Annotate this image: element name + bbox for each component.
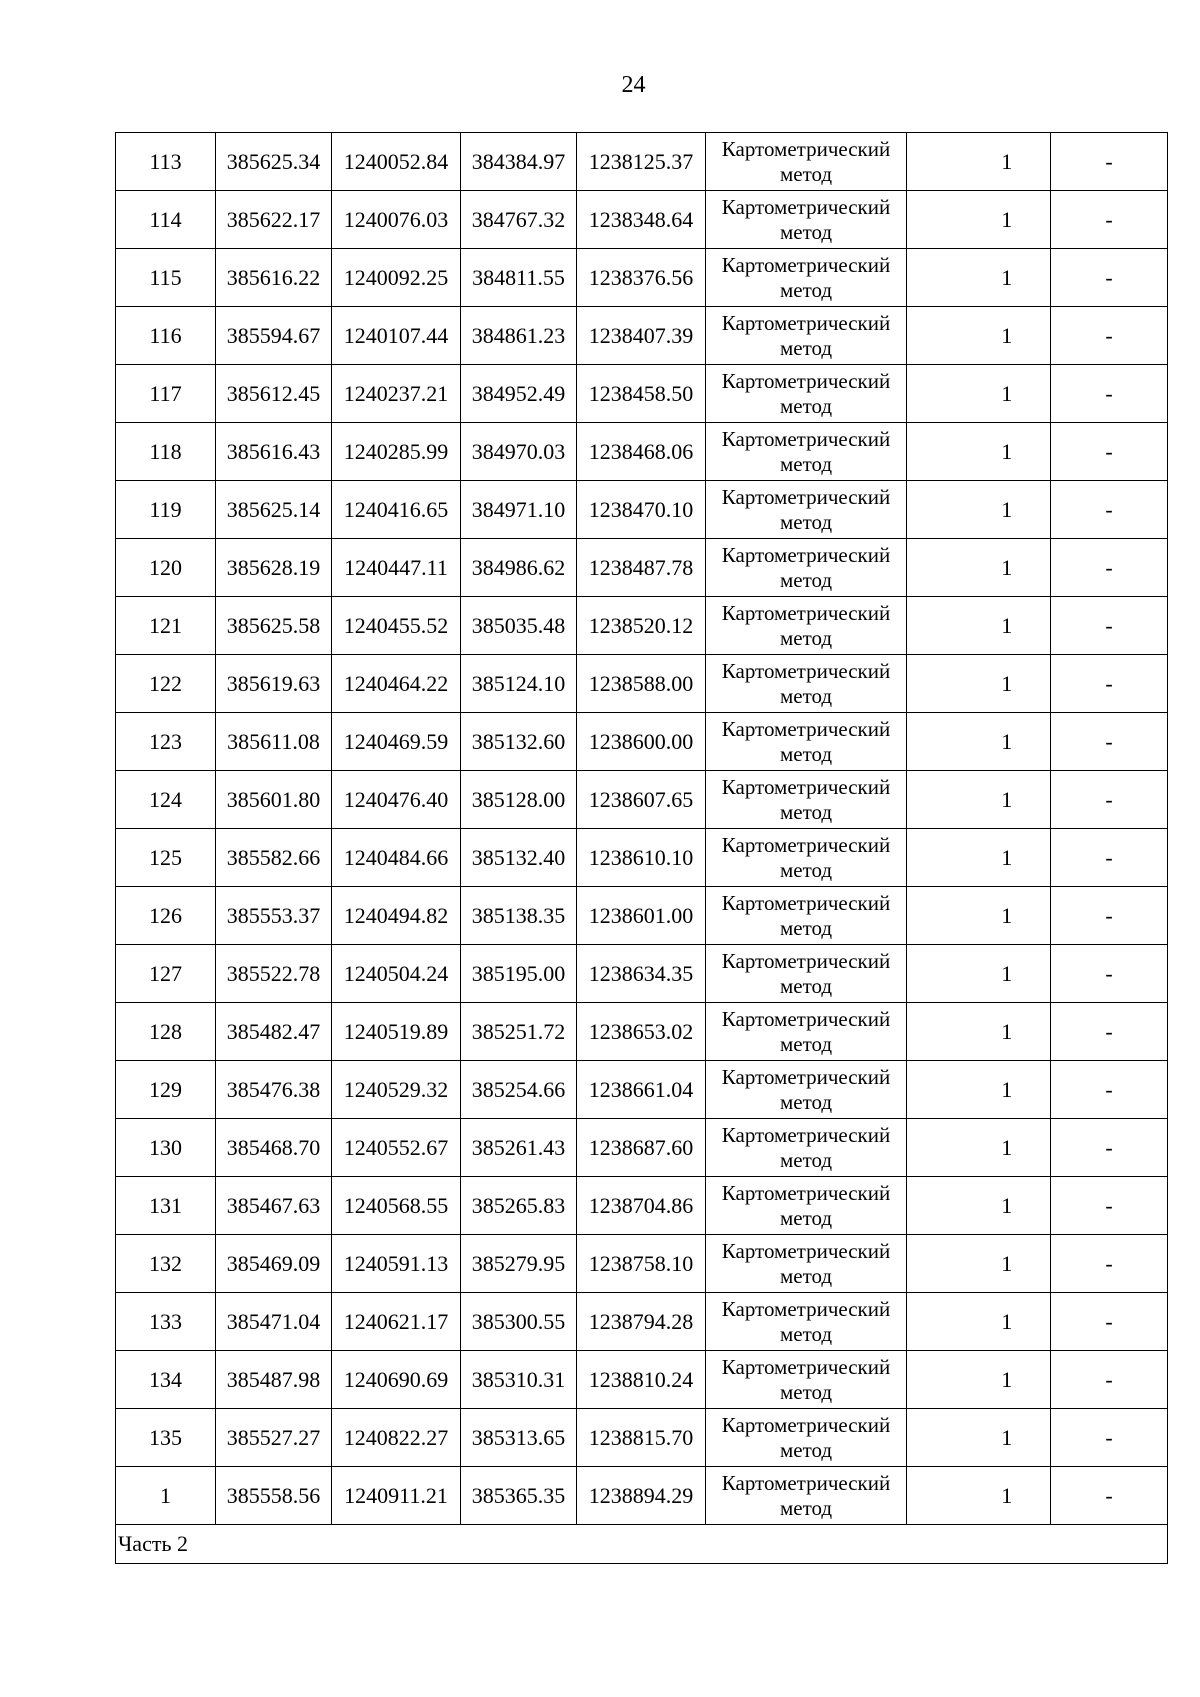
table-row	[116, 133, 1168, 191]
empty-cell	[907, 887, 964, 945]
method-label: Картометрический	[721, 542, 891, 567]
method-cell	[706, 1467, 907, 1525]
x-coordinate-cell: 385611.08	[216, 713, 332, 771]
method-label: Картометрический	[721, 1470, 891, 1495]
method-cell	[706, 249, 907, 307]
method-label-line2: метод	[779, 277, 833, 302]
y-coordinate-cell: 1240690.69	[332, 1351, 461, 1409]
point-number-cell: 113	[116, 133, 216, 191]
empty-cell	[907, 191, 964, 249]
y2-coordinate-cell: 1238607.65	[577, 771, 706, 829]
method-cell	[706, 945, 907, 1003]
accuracy-cell: 1	[964, 655, 1051, 713]
y2-coordinate-cell: 1238661.04	[577, 1061, 706, 1119]
x2-coordinate-cell: 385132.40	[461, 829, 577, 887]
y-coordinate-cell: 1240285.99	[332, 423, 461, 481]
note-cell: -	[1051, 1467, 1168, 1525]
y2-coordinate-cell: 1238704.86	[577, 1177, 706, 1235]
note-cell: -	[1051, 829, 1168, 887]
accuracy-cell: 1	[964, 191, 1051, 249]
point-number-cell: 122	[116, 655, 216, 713]
table-row	[116, 1061, 1168, 1119]
y2-coordinate-cell: 1238687.60	[577, 1119, 706, 1177]
method-label-line2: метод	[779, 1205, 833, 1230]
y-coordinate-cell: 1240822.27	[332, 1409, 461, 1467]
method-label-line2: метод	[779, 915, 833, 940]
y-coordinate-cell: 1240237.21	[332, 365, 461, 423]
method-cell	[706, 771, 907, 829]
y-coordinate-cell: 1240092.25	[332, 249, 461, 307]
note-cell: -	[1051, 365, 1168, 423]
method-label: Картометрический	[721, 658, 891, 683]
x-coordinate-cell: 385558.56	[216, 1467, 332, 1525]
empty-cell	[907, 481, 964, 539]
method-cell	[706, 191, 907, 249]
x2-coordinate-cell: 384970.03	[461, 423, 577, 481]
y2-coordinate-cell: 1238634.35	[577, 945, 706, 1003]
table-row	[116, 945, 1168, 1003]
note-cell: -	[1051, 713, 1168, 771]
method-label: Картометрический	[721, 600, 891, 625]
point-number-cell: 123	[116, 713, 216, 771]
table-row	[116, 887, 1168, 945]
accuracy-cell: 1	[964, 1235, 1051, 1293]
x-coordinate-cell: 385625.34	[216, 133, 332, 191]
empty-cell	[907, 1003, 964, 1061]
y-coordinate-cell: 1240621.17	[332, 1293, 461, 1351]
table-row	[116, 713, 1168, 771]
x-coordinate-cell: 385487.98	[216, 1351, 332, 1409]
y2-coordinate-cell: 1238125.37	[577, 133, 706, 191]
x2-coordinate-cell: 384767.32	[461, 191, 577, 249]
y-coordinate-cell: 1240447.11	[332, 539, 461, 597]
note-cell: -	[1051, 1177, 1168, 1235]
x2-coordinate-cell: 385261.43	[461, 1119, 577, 1177]
accuracy-cell: 1	[964, 481, 1051, 539]
x-coordinate-cell: 385601.80	[216, 771, 332, 829]
method-cell	[706, 307, 907, 365]
point-number-cell: 126	[116, 887, 216, 945]
table-row	[116, 1119, 1168, 1177]
x2-coordinate-cell: 384952.49	[461, 365, 577, 423]
method-label: Картометрический	[721, 252, 891, 277]
y-coordinate-cell: 1240504.24	[332, 945, 461, 1003]
y2-coordinate-cell: 1238894.29	[577, 1467, 706, 1525]
y-coordinate-cell: 1240519.89	[332, 1003, 461, 1061]
empty-cell	[907, 249, 964, 307]
note-cell: -	[1051, 249, 1168, 307]
method-cell	[706, 655, 907, 713]
x-coordinate-cell: 385622.17	[216, 191, 332, 249]
method-label: Картометрический	[721, 368, 891, 393]
method-label-line2: метод	[779, 683, 833, 708]
empty-cell	[907, 713, 964, 771]
y-coordinate-cell: 1240464.22	[332, 655, 461, 713]
method-label-line2: метод	[779, 451, 833, 476]
point-number-cell: 119	[116, 481, 216, 539]
method-cell	[706, 1119, 907, 1177]
method-label-line2: метод	[779, 1321, 833, 1346]
method-cell	[706, 1177, 907, 1235]
empty-cell	[907, 1293, 964, 1351]
y-coordinate-cell: 1240552.67	[332, 1119, 461, 1177]
y2-coordinate-cell: 1238600.00	[577, 713, 706, 771]
y2-coordinate-cell: 1238468.06	[577, 423, 706, 481]
y-coordinate-cell: 1240476.40	[332, 771, 461, 829]
note-cell: -	[1051, 771, 1168, 829]
accuracy-cell: 1	[964, 249, 1051, 307]
note-cell: -	[1051, 539, 1168, 597]
table-row	[116, 1467, 1168, 1525]
method-cell	[706, 1351, 907, 1409]
note-cell: -	[1051, 481, 1168, 539]
point-number-cell: 118	[116, 423, 216, 481]
y-coordinate-cell: 1240469.59	[332, 713, 461, 771]
accuracy-cell: 1	[964, 1003, 1051, 1061]
method-label-line2: метод	[779, 161, 833, 186]
y2-coordinate-cell: 1238610.10	[577, 829, 706, 887]
y2-coordinate-cell: 1238376.56	[577, 249, 706, 307]
method-cell	[706, 597, 907, 655]
method-cell	[706, 829, 907, 887]
method-label: Картометрический	[721, 310, 891, 335]
note-cell: -	[1051, 1235, 1168, 1293]
method-label: Картометрический	[721, 1122, 891, 1147]
method-label: Картометрический	[721, 426, 891, 451]
method-cell	[706, 481, 907, 539]
table-row	[116, 1235, 1168, 1293]
method-cell	[706, 713, 907, 771]
y2-coordinate-cell: 1238348.64	[577, 191, 706, 249]
point-number-cell: 130	[116, 1119, 216, 1177]
empty-cell	[907, 423, 964, 481]
point-number-cell: 135	[116, 1409, 216, 1467]
x2-coordinate-cell: 385313.65	[461, 1409, 577, 1467]
accuracy-cell: 1	[964, 1467, 1051, 1525]
note-cell: -	[1051, 887, 1168, 945]
note-cell: -	[1051, 655, 1168, 713]
y-coordinate-cell: 1240076.03	[332, 191, 461, 249]
point-number-cell: 1	[116, 1467, 216, 1525]
table-row	[116, 1003, 1168, 1061]
y2-coordinate-cell: 1238458.50	[577, 365, 706, 423]
method-label: Картометрический	[721, 136, 891, 161]
empty-cell	[907, 1467, 964, 1525]
note-cell: -	[1051, 191, 1168, 249]
x2-coordinate-cell: 385035.48	[461, 597, 577, 655]
x2-coordinate-cell: 385365.35	[461, 1467, 577, 1525]
y-coordinate-cell: 1240591.13	[332, 1235, 461, 1293]
note-cell: -	[1051, 1351, 1168, 1409]
method-label-line2: метод	[779, 1495, 833, 1520]
table-row	[116, 365, 1168, 423]
note-cell: -	[1051, 133, 1168, 191]
method-label-line2: метод	[779, 1031, 833, 1056]
method-label: Картометрический	[721, 1354, 891, 1379]
empty-cell	[907, 597, 964, 655]
method-label-line2: метод	[779, 1089, 833, 1114]
x2-coordinate-cell: 385124.10	[461, 655, 577, 713]
method-cell	[706, 133, 907, 191]
x-coordinate-cell: 385467.63	[216, 1177, 332, 1235]
y2-coordinate-cell: 1238810.24	[577, 1351, 706, 1409]
method-label-line2: метод	[779, 1147, 833, 1172]
method-label-line2: метод	[779, 799, 833, 824]
y-coordinate-cell: 1240494.82	[332, 887, 461, 945]
x-coordinate-cell: 385527.27	[216, 1409, 332, 1467]
method-label: Картометрический	[721, 194, 891, 219]
point-number-cell: 132	[116, 1235, 216, 1293]
method-label-line2: метод	[779, 567, 833, 592]
x-coordinate-cell: 385468.70	[216, 1119, 332, 1177]
x2-coordinate-cell: 385254.66	[461, 1061, 577, 1119]
method-label-line2: метод	[779, 1379, 833, 1404]
table-row	[116, 1409, 1168, 1467]
y2-coordinate-cell: 1238407.39	[577, 307, 706, 365]
x-coordinate-cell: 385628.19	[216, 539, 332, 597]
x2-coordinate-cell: 385265.83	[461, 1177, 577, 1235]
accuracy-cell: 1	[964, 771, 1051, 829]
x2-coordinate-cell: 385128.00	[461, 771, 577, 829]
note-cell: -	[1051, 1409, 1168, 1467]
method-label: Картометрический	[721, 1296, 891, 1321]
x-coordinate-cell: 385482.47	[216, 1003, 332, 1061]
y-coordinate-cell: 1240568.55	[332, 1177, 461, 1235]
y2-coordinate-cell: 1238520.12	[577, 597, 706, 655]
x2-coordinate-cell: 384971.10	[461, 481, 577, 539]
method-cell	[706, 423, 907, 481]
point-number-cell: 133	[116, 1293, 216, 1351]
accuracy-cell: 1	[964, 887, 1051, 945]
x2-coordinate-cell: 385300.55	[461, 1293, 577, 1351]
page-number: 24	[621, 72, 646, 98]
method-label-line2: метод	[779, 857, 833, 882]
x-coordinate-cell: 385616.22	[216, 249, 332, 307]
method-label: Картометрический	[721, 1180, 891, 1205]
method-label: Картометрический	[721, 484, 891, 509]
x2-coordinate-cell: 385251.72	[461, 1003, 577, 1061]
empty-cell	[907, 1177, 964, 1235]
empty-cell	[907, 771, 964, 829]
table-row	[116, 829, 1168, 887]
accuracy-cell: 1	[964, 423, 1051, 481]
y-coordinate-cell: 1240529.32	[332, 1061, 461, 1119]
note-cell: -	[1051, 945, 1168, 1003]
method-label: Картометрический	[721, 832, 891, 857]
method-label-line2: метод	[779, 973, 833, 998]
table-row	[116, 1351, 1168, 1409]
accuracy-cell: 1	[964, 1061, 1051, 1119]
point-number-cell: 115	[116, 249, 216, 307]
point-number-cell: 131	[116, 1177, 216, 1235]
note-cell: -	[1051, 1061, 1168, 1119]
empty-cell	[907, 365, 964, 423]
point-number-cell: 125	[116, 829, 216, 887]
x2-coordinate-cell: 384811.55	[461, 249, 577, 307]
method-cell	[706, 1293, 907, 1351]
accuracy-cell: 1	[964, 307, 1051, 365]
y-coordinate-cell: 1240052.84	[332, 133, 461, 191]
method-cell	[706, 1003, 907, 1061]
method-cell	[706, 539, 907, 597]
accuracy-cell: 1	[964, 945, 1051, 1003]
note-cell: -	[1051, 1119, 1168, 1177]
x-coordinate-cell: 385471.04	[216, 1293, 332, 1351]
method-label: Картометрический	[721, 890, 891, 915]
point-number-cell: 116	[116, 307, 216, 365]
method-cell	[706, 887, 907, 945]
table-row	[116, 249, 1168, 307]
accuracy-cell: 1	[964, 1119, 1051, 1177]
method-label: Картометрический	[721, 716, 891, 741]
point-number-cell: 129	[116, 1061, 216, 1119]
accuracy-cell: 1	[964, 1351, 1051, 1409]
table-row	[116, 655, 1168, 713]
method-cell	[706, 365, 907, 423]
note-cell: -	[1051, 1003, 1168, 1061]
note-cell: -	[1051, 307, 1168, 365]
x2-coordinate-cell: 385310.31	[461, 1351, 577, 1409]
method-label: Картометрический	[721, 1412, 891, 1437]
empty-cell	[907, 945, 964, 1003]
note-cell: -	[1051, 597, 1168, 655]
method-label-line2: метод	[779, 509, 833, 534]
y-coordinate-cell: 1240107.44	[332, 307, 461, 365]
y2-coordinate-cell: 1238601.00	[577, 887, 706, 945]
y2-coordinate-cell: 1238758.10	[577, 1235, 706, 1293]
method-label-line2: метод	[779, 741, 833, 766]
coordinates-table	[115, 132, 1168, 1564]
method-cell	[706, 1235, 907, 1293]
table-row	[116, 771, 1168, 829]
table-body	[116, 133, 1168, 1564]
table-row	[116, 191, 1168, 249]
method-label-line2: метод	[779, 219, 833, 244]
x2-coordinate-cell: 384384.97	[461, 133, 577, 191]
point-number-cell: 120	[116, 539, 216, 597]
method-label-line2: метод	[779, 393, 833, 418]
empty-cell	[907, 1119, 964, 1177]
y-coordinate-cell: 1240484.66	[332, 829, 461, 887]
x-coordinate-cell: 385594.67	[216, 307, 332, 365]
empty-cell	[907, 829, 964, 887]
x-coordinate-cell: 385553.37	[216, 887, 332, 945]
empty-cell	[907, 1351, 964, 1409]
empty-cell	[907, 655, 964, 713]
x2-coordinate-cell: 385132.60	[461, 713, 577, 771]
y2-coordinate-cell: 1238487.78	[577, 539, 706, 597]
table-row	[116, 423, 1168, 481]
x-coordinate-cell: 385476.38	[216, 1061, 332, 1119]
x-coordinate-cell: 385625.14	[216, 481, 332, 539]
y2-coordinate-cell: 1238794.28	[577, 1293, 706, 1351]
x-coordinate-cell: 385625.58	[216, 597, 332, 655]
method-label: Картометрический	[721, 1006, 891, 1031]
x2-coordinate-cell: 384986.62	[461, 539, 577, 597]
accuracy-cell: 1	[964, 597, 1051, 655]
point-number-cell: 121	[116, 597, 216, 655]
point-number-cell: 134	[116, 1351, 216, 1409]
x-coordinate-cell: 385616.43	[216, 423, 332, 481]
x2-coordinate-cell: 385138.35	[461, 887, 577, 945]
method-label-line2: метод	[779, 1437, 833, 1462]
empty-cell	[907, 539, 964, 597]
table-row	[116, 307, 1168, 365]
accuracy-cell: 1	[964, 1293, 1051, 1351]
method-label-line2: метод	[779, 625, 833, 650]
method-cell	[706, 1409, 907, 1467]
x2-coordinate-cell: 384861.23	[461, 307, 577, 365]
table-row	[116, 1293, 1168, 1351]
point-number-cell: 127	[116, 945, 216, 1003]
empty-cell	[907, 133, 964, 191]
y2-coordinate-cell: 1238653.02	[577, 1003, 706, 1061]
x-coordinate-cell: 385612.45	[216, 365, 332, 423]
point-number-cell: 114	[116, 191, 216, 249]
empty-cell	[907, 1061, 964, 1119]
note-cell: -	[1051, 423, 1168, 481]
empty-cell	[907, 1235, 964, 1293]
accuracy-cell: 1	[964, 365, 1051, 423]
empty-cell	[907, 1409, 964, 1467]
table-row	[116, 539, 1168, 597]
note-cell: -	[1051, 1293, 1168, 1351]
method-label: Картометрический	[721, 1238, 891, 1263]
empty-cell	[907, 307, 964, 365]
x-coordinate-cell: 385619.63	[216, 655, 332, 713]
method-label: Картометрический	[721, 774, 891, 799]
accuracy-cell: 1	[964, 539, 1051, 597]
x-coordinate-cell: 385522.78	[216, 945, 332, 1003]
x-coordinate-cell: 385469.09	[216, 1235, 332, 1293]
accuracy-cell: 1	[964, 1409, 1051, 1467]
table-row	[116, 481, 1168, 539]
y-coordinate-cell: 1240455.52	[332, 597, 461, 655]
method-label-line2: метод	[779, 335, 833, 360]
y-coordinate-cell: 1240911.21	[332, 1467, 461, 1525]
x2-coordinate-cell: 385195.00	[461, 945, 577, 1003]
accuracy-cell: 1	[964, 1177, 1051, 1235]
y2-coordinate-cell: 1238588.00	[577, 655, 706, 713]
accuracy-cell: 1	[964, 829, 1051, 887]
method-label-line2: метод	[779, 1263, 833, 1288]
y2-coordinate-cell: 1238470.10	[577, 481, 706, 539]
method-label: Картометрический	[721, 1064, 891, 1089]
accuracy-cell: 1	[964, 713, 1051, 771]
method-label: Картометрический	[721, 948, 891, 973]
point-number-cell: 128	[116, 1003, 216, 1061]
part-row	[116, 1525, 1168, 1564]
table-row	[116, 1177, 1168, 1235]
y2-coordinate-cell: 1238815.70	[577, 1409, 706, 1467]
point-number-cell: 124	[116, 771, 216, 829]
point-number-cell: 117	[116, 365, 216, 423]
part-label: Часть 2	[116, 1525, 1168, 1564]
x2-coordinate-cell: 385279.95	[461, 1235, 577, 1293]
x-coordinate-cell: 385582.66	[216, 829, 332, 887]
y-coordinate-cell: 1240416.65	[332, 481, 461, 539]
accuracy-cell: 1	[964, 133, 1051, 191]
method-cell	[706, 1061, 907, 1119]
table-row	[116, 597, 1168, 655]
